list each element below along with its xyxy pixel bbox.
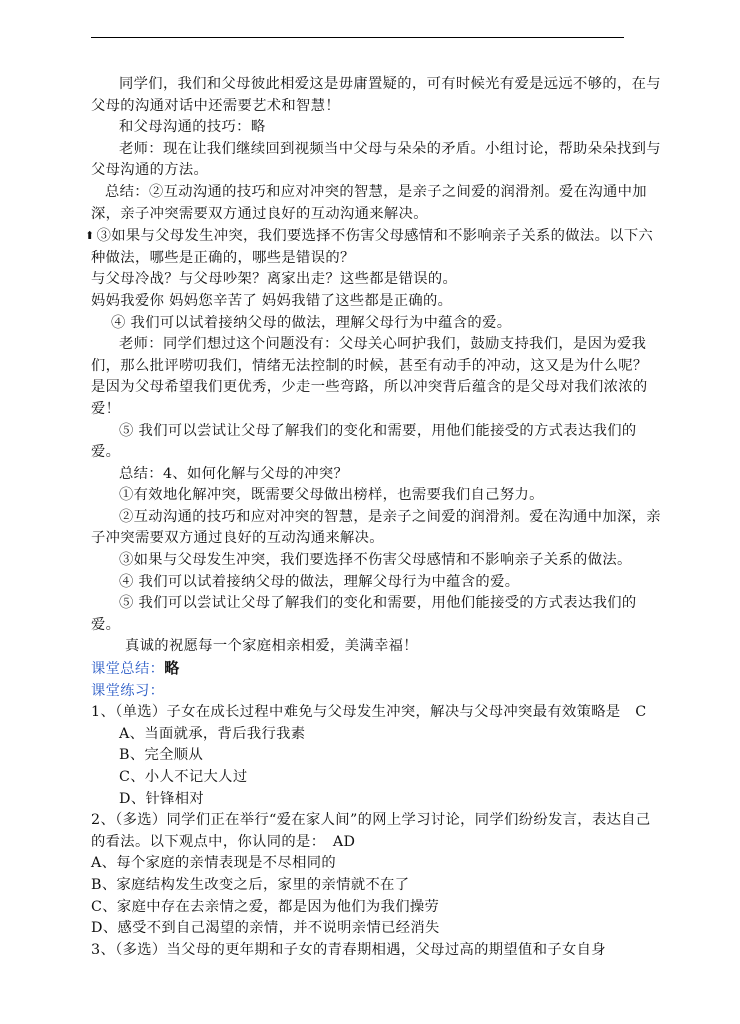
question-1: 1、（单选）子女在成长过程中难免与父母发生冲突，解决与父母冲突最有效策略是 C — [91, 704, 647, 721]
paragraph-point-3-text: ③如果与父母发生冲突，我们要选择不伤害父母感情和不影响亲子关系的做法。以下六种做法，哪些是正确的，哪些是错误的？ — [91, 228, 654, 266]
paragraph-summary-2: 总结：②互动沟通的技巧和应对冲突的智慧，是亲子之间爱的润滑剂。爱在沟通中加深，亲子冲突需要双方通过良好的互动沟通来解决。 — [91, 183, 647, 222]
question-1-option-d: D、针锋相对 — [119, 790, 205, 807]
paragraph-summary-point-5: ⑤ 我们可以尝试让父母了解我们的变化和需要，用他们能接受的方式表达我们的爱。 — [91, 595, 637, 633]
paragraph-wish: 真诚的祝愿每一个家庭相亲相爱，美满幸福！ — [125, 638, 418, 655]
paragraph-summary-point-3: ③如果与父母发生冲突，我们要选择不伤害父母感情和不影响亲子关系的做法。 — [119, 552, 632, 569]
question-2-option-a: A、每个家庭的亲情表现是不尽相同的 — [91, 855, 337, 872]
question-2: 2、（多选）同学们正在举行“爱在家人间”的网上学习讨论，同学们纷纷发言，表达自己的看法。以下观点中，你认同的是： AD — [91, 812, 651, 850]
document-body — [85, 74, 661, 961]
question-2-option-c: C、家庭中存在去亲情之爱，都是因为他们为我们操劳 — [91, 898, 440, 915]
question-1-option-c: C、小人不记大人过 — [119, 769, 248, 785]
paragraph-teacher-2: 老师：同学们想过这个问题没有：父母关心呵护我们，鼓励支持我们，是因为爱我们，那么批评唠叨我们，情绪无法控制的时候，甚至有动手的冲动，这又是为什么呢？是因为父母希望我们更优秀，少走一些弯路，所以冲突背后蕴含的是父母对我们浓浓的爱！ — [91, 336, 648, 417]
paragraph-teacher-1: 老师：现在让我们继续回到视频当中父母与朵朵的矛盾。小组讨论，帮助朵朵找到与父母沟通的方法。 — [91, 140, 661, 179]
question-2-option-b: B、家庭结构发生改变之后，家里的亲情就不在了 — [91, 876, 410, 893]
paragraph-wrong-ways: 与父母冷战？与父母吵架？离家出走？这些都是错误的。 — [91, 271, 458, 288]
question-2-option-d: D、感受不到自己渴望的亲情，并不说明亲情已经消失 — [91, 920, 440, 937]
class-summary — [91, 658, 661, 681]
paragraph-summary-point-4: ④ 我们可以试着接纳父母的做法，理解父母行为中蕴含的爱。 — [119, 573, 520, 590]
class-summary-value: 略 — [164, 659, 180, 678]
question-1-option-b: B、完全顺从 — [119, 747, 204, 764]
question-3: 3、（多选）当父母的更年期和子女的青春期相遇，父母过高的期望值和子女自身 — [91, 941, 606, 958]
header-rule — [91, 37, 624, 38]
paragraph-summary-point-1: ①有效地化解冲突，既需要父母做出榜样，也需要我们自己努力。 — [119, 487, 544, 504]
paragraph-skills: 和父母沟通的技巧：略 — [119, 119, 266, 136]
paragraph-point-3 — [85, 225, 661, 269]
anchor-mark-icon: ⬆ — [85, 229, 95, 243]
paragraph-summary-4: 总结：4、如何化解与父母的冲突？ — [119, 465, 349, 482]
paragraph-point-4: ④ 我们可以试着接纳父母的做法，理解父母行为中蕴含的爱。 — [111, 314, 512, 331]
class-summary-label: 课堂总结： — [91, 661, 165, 678]
class-practice-label: 课堂练习： — [91, 682, 165, 699]
question-1-option-a: A、当面就承，背后我行我素 — [119, 725, 306, 742]
paragraph-point-5: ⑤ 我们可以尝试让父母了解我们的变化和需要，用他们能接受的方式表达我们的爱。 — [91, 422, 637, 461]
paragraph-right-ways: 妈妈我爱你 妈妈您辛苦了 妈妈我错了这些都是正确的。 — [91, 292, 453, 309]
paragraph-summary-point-2: ②互动沟通的技巧和应对冲突的智慧，是亲子之间爱的润滑剂。爱在沟通中加深，亲子冲突需要双方通过良好的互动沟通来解决。 — [91, 508, 661, 547]
paragraph-intro: 同学们，我们和父母彼此相爱这是毋庸置疑的，可有时候光有爱是远远不够的，在与父母的沟通对话中还需要艺术和智慧！ — [91, 76, 661, 114]
